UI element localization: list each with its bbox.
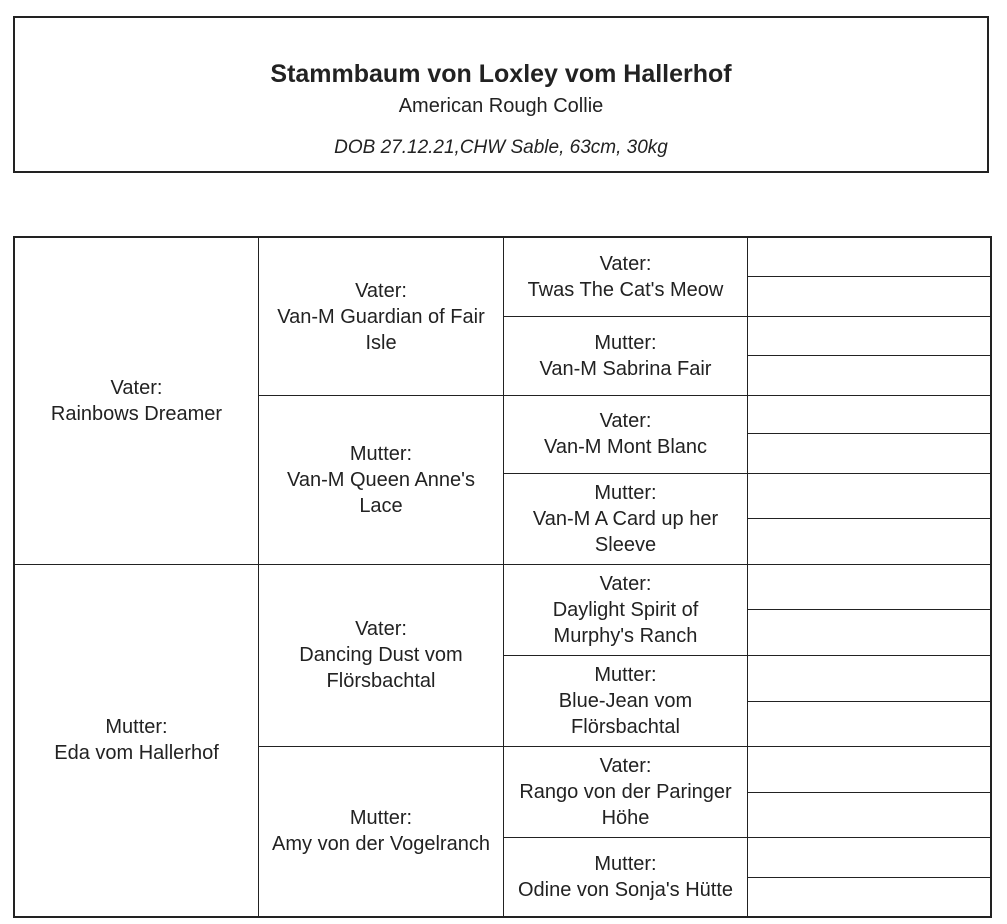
role-label: Vater: <box>599 253 652 275</box>
parent-dam <box>15 564 258 916</box>
row-divider <box>747 276 990 277</box>
role-label: Mutter: <box>349 442 413 465</box>
dog-name: Twas The Cat's Meow <box>527 279 724 301</box>
row-divider <box>747 877 990 878</box>
page-title: Stammbaum von Loxley vom Hallerhof <box>270 60 732 88</box>
dog-details: DOB 27.12.21,CHW Sable, 63cm, 30kg <box>334 137 668 158</box>
role-label: Mutter: <box>594 852 657 875</box>
dog-name: Eda vom Hallerhof <box>54 742 219 764</box>
dog-name: Daylight Spirit of Murphy's Ranch <box>552 598 699 647</box>
pedigree-table <box>13 236 992 918</box>
great-grandparent <box>504 316 747 395</box>
dog-name: Amy von der Vogelranch <box>272 833 490 855</box>
breed-subtitle: American Rough Collie <box>398 95 604 117</box>
grandparent-paternal-dam <box>259 395 503 564</box>
dog-name: Odine von Sonja's Hütte <box>517 878 734 901</box>
dog-name: Van-M Queen Anne's Lace <box>286 468 475 517</box>
column-divider <box>747 238 748 916</box>
grandparent-paternal-sire <box>259 238 503 395</box>
row-divider <box>747 792 990 793</box>
dog-name: Van-M Sabrina Fair <box>539 357 712 380</box>
role-label: Vater: <box>355 618 407 640</box>
role-label: Vater: <box>599 572 652 595</box>
great-grandparent <box>504 837 747 916</box>
dog-name: Van-M Mont Blanc <box>543 436 708 458</box>
dog-name: Dancing Dust vom Flörsbachtal <box>299 644 463 692</box>
role-label: Vater: <box>599 754 652 777</box>
great-grandparent <box>504 655 747 746</box>
grandparent-maternal-dam <box>259 746 503 916</box>
role-label: Mutter: <box>594 663 657 686</box>
role-label: Vater: <box>599 410 652 432</box>
great-grandparent <box>504 238 747 316</box>
row-divider <box>747 433 990 434</box>
dog-name: Rango von der Paringer Höhe <box>519 780 732 829</box>
grandparent-maternal-sire <box>259 564 503 746</box>
dog-name: Van-M Guardian of Fair Isle <box>277 305 485 354</box>
row-divider <box>747 701 990 702</box>
great-grandparent <box>504 564 747 655</box>
dog-name: Rainbows Dreamer <box>50 403 223 425</box>
dog-name: Van-M A Card up her Sleeve <box>532 507 719 556</box>
dog-name: Blue-Jean vom Flörsbachtal <box>558 689 693 738</box>
parent-sire <box>15 238 258 564</box>
role-label: Mutter: <box>349 807 413 829</box>
role-label: Mutter: <box>594 481 657 504</box>
row-divider <box>747 355 990 356</box>
role-label: Mutter: <box>105 716 168 738</box>
role-label: Vater: <box>110 377 163 399</box>
pedigree-header <box>13 16 989 173</box>
great-grandparent <box>504 395 747 473</box>
role-label: Vater: <box>355 279 407 302</box>
great-grandparent <box>504 746 747 837</box>
row-divider <box>747 609 990 610</box>
row-divider <box>747 518 990 519</box>
role-label: Mutter: <box>594 331 657 354</box>
great-grandparent <box>504 473 747 564</box>
